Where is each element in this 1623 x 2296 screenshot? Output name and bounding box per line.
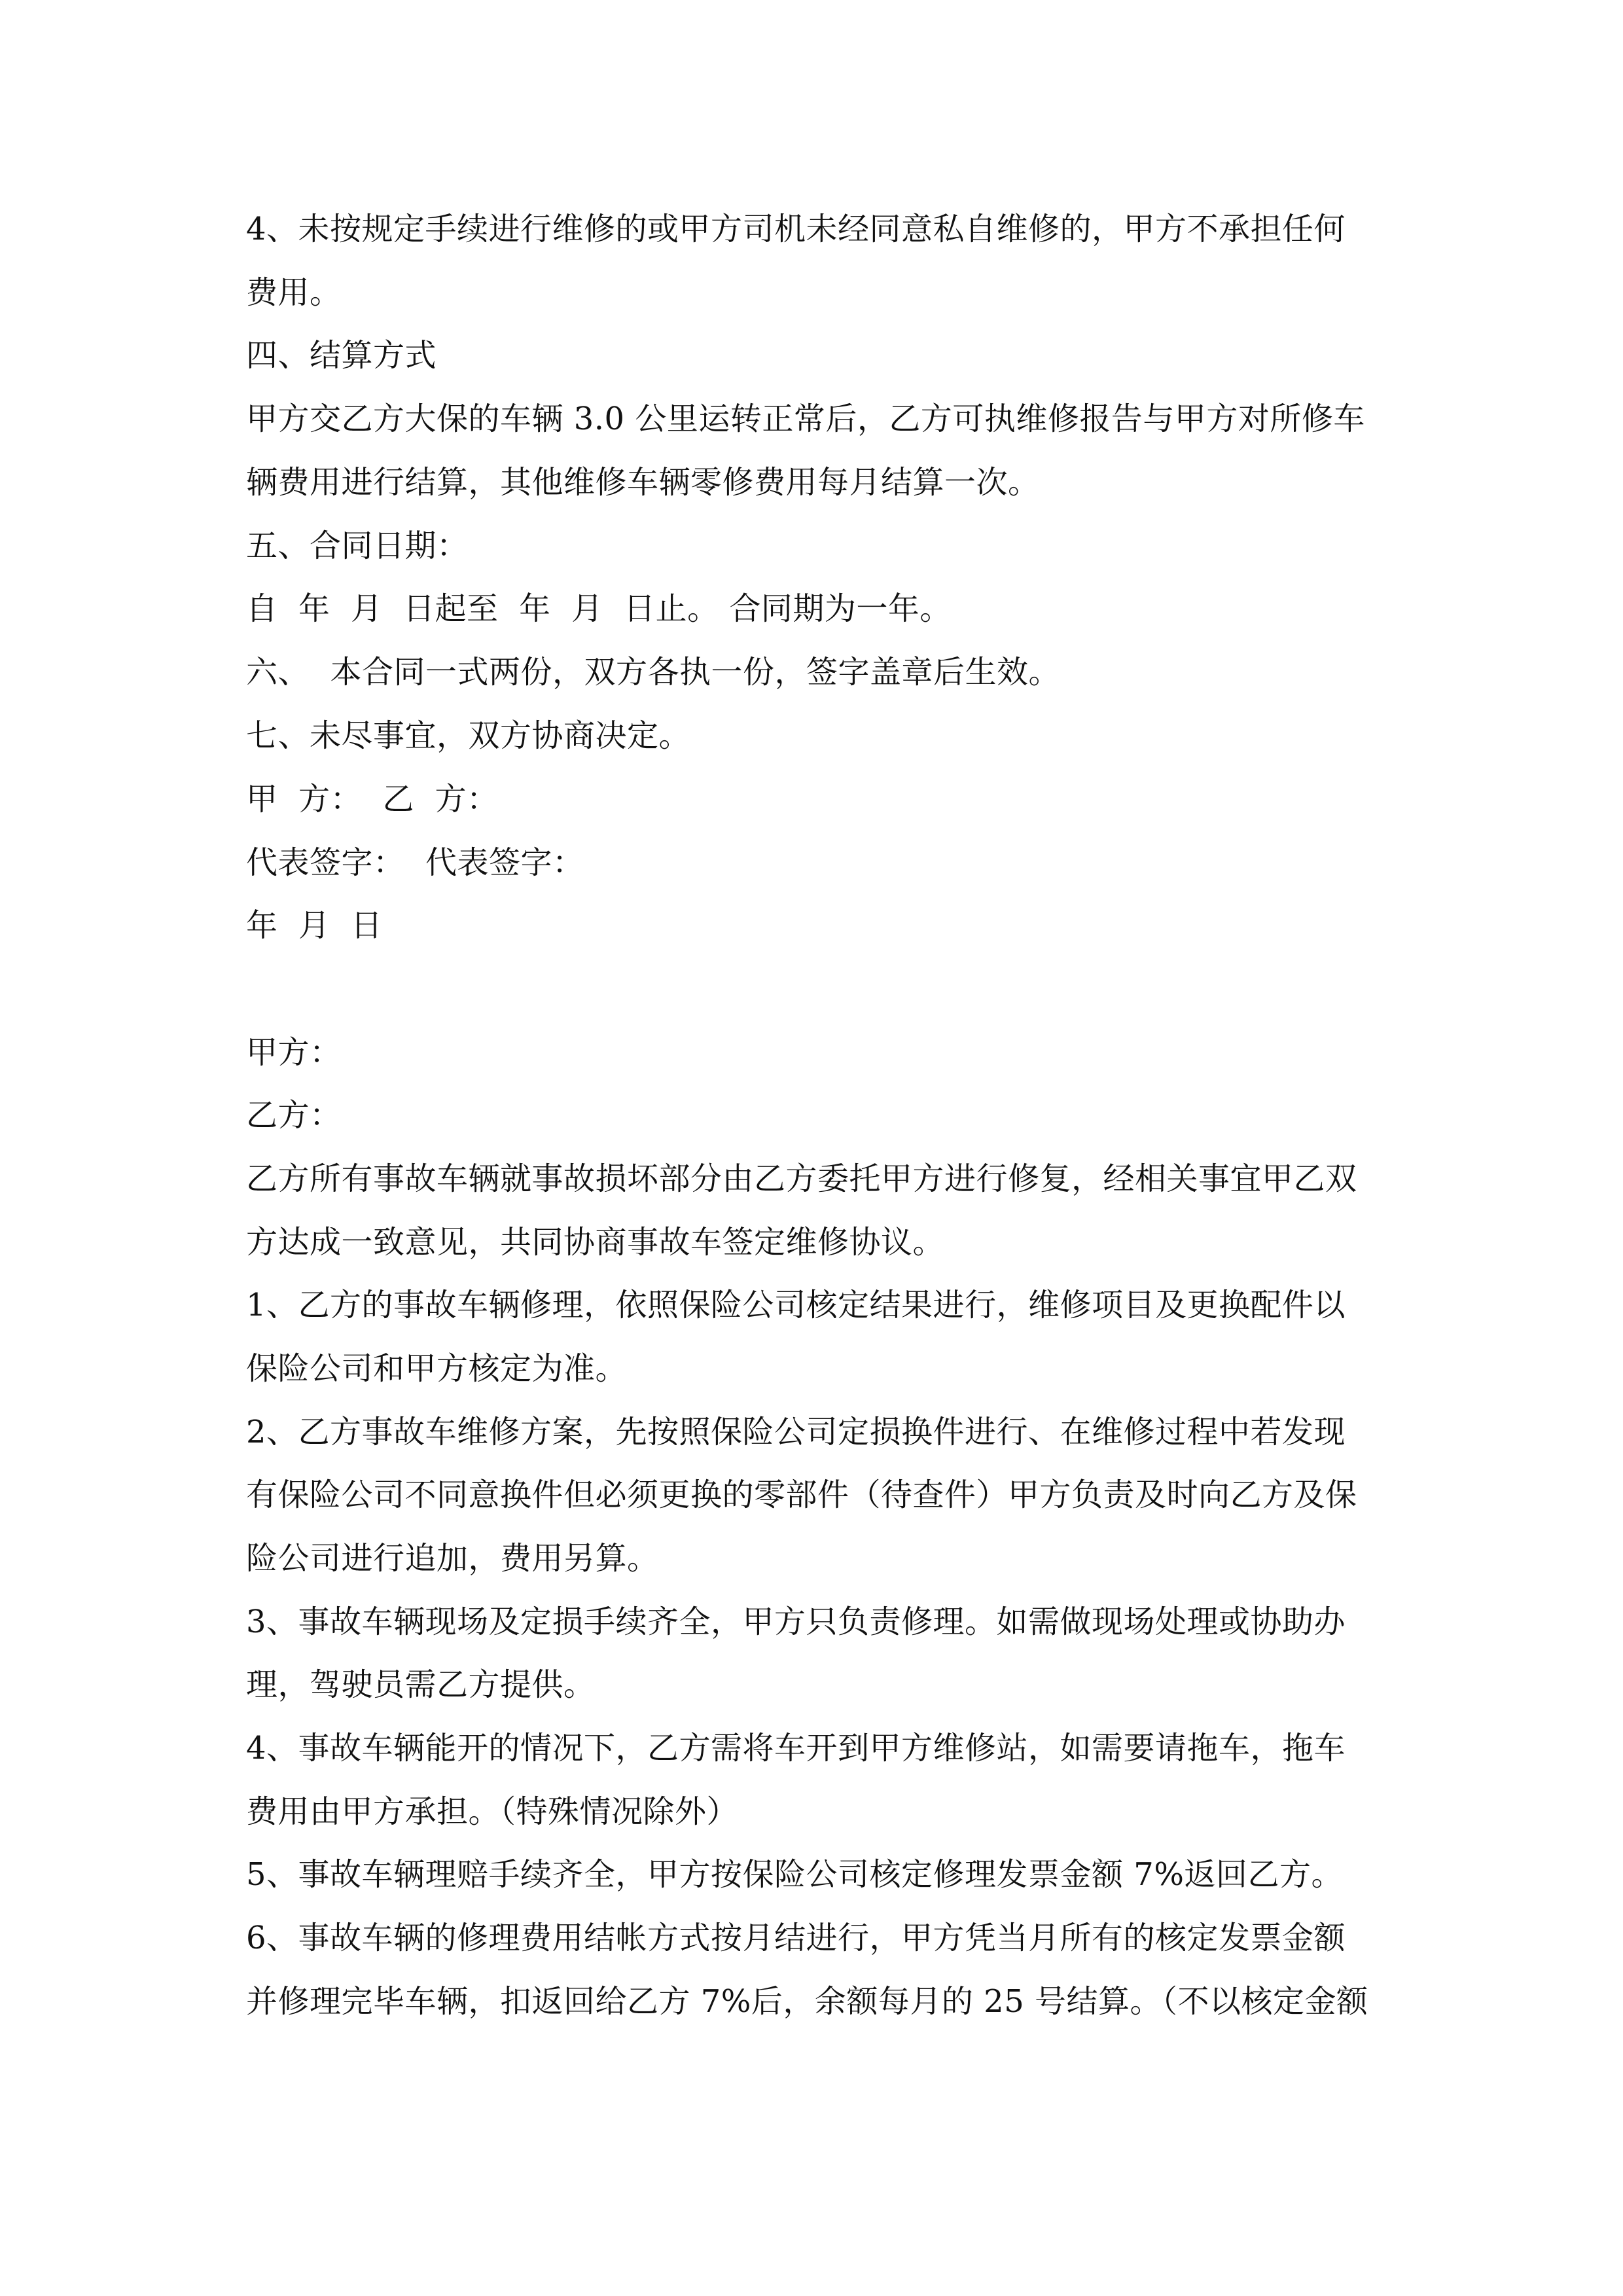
item-1-line-2: 保险公司和甲方核定为准。 [246,1350,628,1387]
item-2-line-1: 2、乙方事故车维修方案，先按照保险公司定损换件进行、在维修过程中若发现 [246,1414,1346,1450]
intro-line-2: 方达成一致意见，共同协商事故车签定维修协议。 [246,1224,945,1261]
party-b-label: 乙方： [246,1097,342,1134]
date-line: 年 月 日 [246,907,383,944]
item-2-line-3: 险公司进行追加，费用另算。 [246,1540,659,1577]
intro-line-1: 乙方所有事故车辆就事故损坏部分由乙方委托甲方进行修复，经相关事宜甲乙双 [246,1160,1357,1197]
item-6-line-1: 6、事故车辆的修理费用结帐方式按月结进行，甲方凭当月所有的核定发票金额 [246,1920,1346,1956]
party-a-label: 甲方： [246,1034,342,1071]
item-5-line: 5、事故车辆理赔手续齐全，甲方按保险公司核定修理发票金额 7%返回乙方。 [246,1856,1343,1893]
item-3-line-2: 理，驾驶员需乙方提供。 [246,1666,596,1703]
item-2-line-2: 有保险公司不同意换件但必须更换的零部件（待查件）甲方负责及时向乙方及保 [246,1477,1357,1513]
settlement-line-1: 甲方交乙方大保的车辆 3.0 公里运转正常后，乙方可执维修报告与甲方对所修车 [246,401,1365,437]
clause-4-line-1: 4、未按规定手续进行维修的或甲方司机未经同意私自维修的，甲方不承担任何 [246,211,1346,247]
document-page [246,0,1385,2296]
section-6-line: 六、 本合同一式两份，双方各执一份，签字盖章后生效。 [246,654,1061,691]
item-4-line-1: 4、事故车辆能开的情况下，乙方需将车开到甲方维修站，如需要请拖车，拖车 [246,1730,1346,1767]
settlement-line-2: 辆费用进行结算，其他维修车辆零修费用每月结算一次。 [246,464,1040,501]
item-1-line-1: 1、乙方的事故车辆修理，依照保险公司核定结果进行，维修项目及更换配件以 [246,1287,1346,1323]
item-6-line-2: 并修理完毕车辆，扣返回给乙方 7%后，余额每月的 25 号结算。（不以核定金额 [246,1983,1368,2020]
clause-4-line-2: 费用。 [246,274,342,311]
parties-line: 甲 方： 乙 方： [246,781,499,817]
section-7-line: 七、未尽事宜，双方协商决定。 [246,717,691,754]
contract-period-line: 自 年 月 日起至 年 月 日止。 合同期为一年。 [246,590,952,627]
section-4-heading: 四、结算方式 [246,337,437,374]
section-5-heading: 五、合同日期： [246,528,469,564]
signature-line: 代表签字： 代表签字： [246,844,584,881]
item-4-line-2: 费用由甲方承担。（特殊情况除外） [246,1793,739,1830]
item-3-line-1: 3、事故车辆现场及定损手续齐全，甲方只负责修理。如需做现场处理或协助办 [246,1604,1346,1640]
